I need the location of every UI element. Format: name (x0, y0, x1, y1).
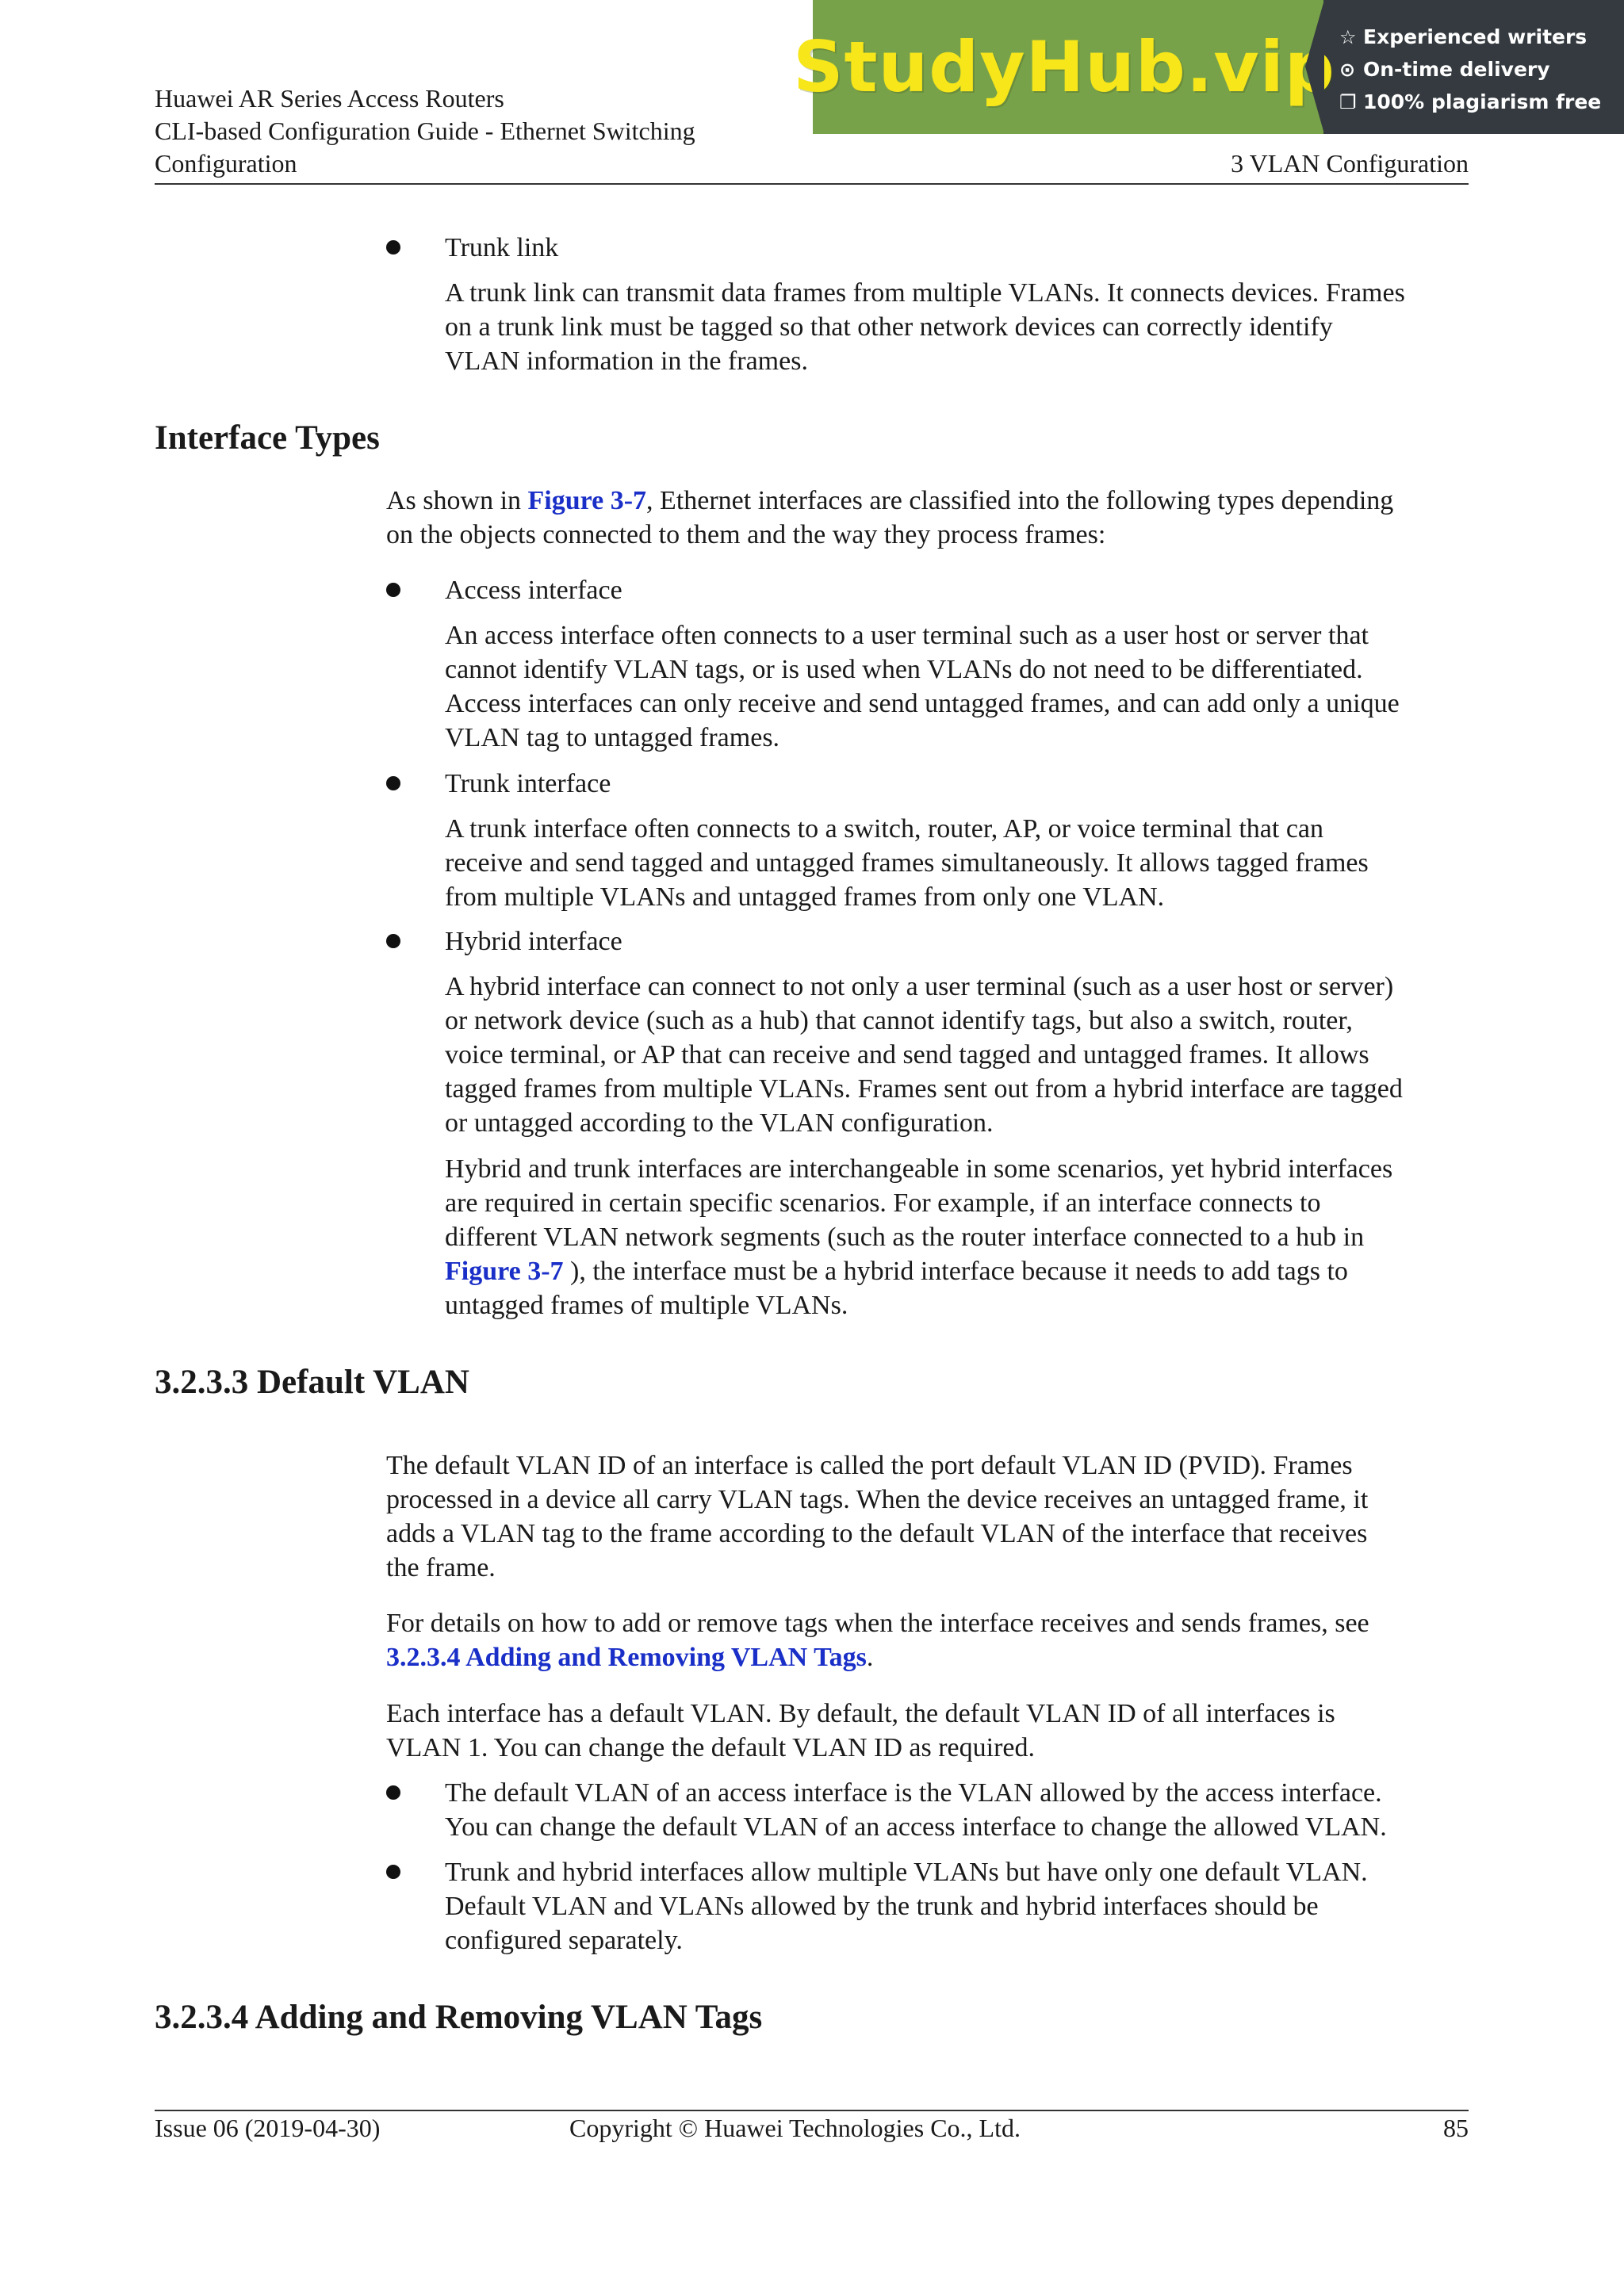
list-item-title: Access interface (445, 576, 622, 605)
text-line: or network device (such as a hub) that cannot identify tags, but also a switch, router, (445, 1006, 1353, 1035)
banner-feature (1339, 53, 1624, 86)
text-line: Hybrid and trunk interfaces are interchangeable in some scenarios, yet hybrid interfaces (445, 1154, 1393, 1184)
list-item-title: Hybrid interface (445, 927, 622, 956)
footer-divider (155, 2110, 1469, 2111)
text-line: processed in a device all carry VLAN tags. When the device receives an untagged frame, it (386, 1485, 1369, 1514)
banner-feature-text: 100% plagiarism free (1363, 90, 1602, 113)
figure-link[interactable]: Figure 3-7 (527, 486, 647, 515)
list-item-body (445, 970, 1476, 1140)
section-heading: 3.2.3.3 Default VLAN (155, 1364, 469, 1401)
text-line: on a trunk link must be tagged so that other network devices can correctly identify (445, 312, 1333, 342)
banner-logo-panel (793, 0, 1335, 134)
text-line: Default VLAN and VLANs allowed by the trunk and hybrid interfaces should be (445, 1892, 1319, 1921)
text-line: Figure 3-7 ), the interface must be a hybrid interface because it needs to add tags to (445, 1257, 1348, 1286)
text-line: 3.2.3.4 Adding and Removing VLAN Tags. (386, 1643, 874, 1672)
text-line: You can change the default VLAN of an access interface to change the allowed VLAN. (445, 1812, 1387, 1842)
section-link[interactable]: 3.2.3.4 Adding and Removing VLAN Tags (386, 1643, 867, 1672)
bullet-icon (386, 776, 400, 790)
list-item-title: Trunk interface (445, 769, 611, 798)
text-line: VLAN information in the frames. (445, 346, 808, 376)
bullet-icon (386, 583, 400, 597)
text-line: A trunk link can transmit data frames from multiple VLANs. It connects devices. Frames (445, 278, 1405, 308)
banner-feature (1339, 86, 1624, 118)
text-line: cannot identify VLAN tags, or is used when VLANs do not need to be differentiated. (445, 655, 1363, 684)
banner-logo: StudyHub.vip (793, 26, 1335, 108)
text-line: VLAN tag to untagged frames. (445, 723, 780, 752)
text-line: the frame. (386, 1553, 496, 1582)
text-line: are required in certain specific scenarios. For example, if an interface connects to (445, 1188, 1321, 1218)
footer-copyright: Copyright © Huawei Technologies Co., Ltd. (569, 2114, 1021, 2142)
list-item-body (445, 1855, 1476, 1957)
header-line-1: Huawei AR Series Access Routers (155, 84, 504, 113)
section-heading: 3.2.3.4 Adding and Removing VLAN Tags (155, 1999, 763, 2036)
text-line: For details on how to add or remove tags when the interface receives and sends frames, see (386, 1609, 1369, 1638)
text-line: different VLAN network segments (such as the router interface connected to a hub in (445, 1223, 1365, 1252)
text-line: voice terminal, or AP that can receive and send tagged and untagged frames. It allows (445, 1040, 1369, 1070)
text-line: A hybrid interface can connect to not only a user terminal (such as a user host or server) (445, 972, 1394, 1001)
list-item-title: Trunk link (445, 233, 559, 262)
text-line: tagged frames from multiple VLANs. Frames sent out from a hybrid interface are tagged (445, 1074, 1403, 1104)
figure-link[interactable]: Figure 3-7 (445, 1257, 564, 1286)
bullet-icon (386, 1785, 400, 1800)
header-line-3: Configuration (155, 149, 297, 178)
paragraph (386, 1448, 1473, 1585)
header-product (155, 82, 695, 180)
text-line: configured separately. (445, 1926, 683, 1955)
paragraph (386, 1697, 1473, 1765)
bullet-icon (386, 1865, 400, 1879)
list-item-body (445, 276, 1476, 378)
header-divider (155, 183, 1469, 185)
text-line: The default VLAN of an access interface is the VLAN allowed by the access interface. (445, 1778, 1382, 1808)
bullet-icon (386, 934, 400, 948)
text-line: Trunk and hybrid interfaces allow multiple VLANs but have only one default VLAN. (445, 1858, 1368, 1887)
text-line: Each interface has a default VLAN. By default, the default VLAN ID of all interfaces is (386, 1699, 1335, 1728)
text-line: Access interfaces can only receive and send untagged frames, and can add only a unique (445, 689, 1400, 718)
section-heading: Interface Types (155, 419, 380, 457)
intro-paragraph (386, 484, 1473, 552)
banner-feature-text: On-time delivery (1363, 58, 1550, 81)
banner-feature (1339, 21, 1624, 53)
text-line: The default VLAN ID of an interface is called the port default VLAN ID (PVID). Frames (386, 1451, 1353, 1480)
footer-issue: Issue 06 (2019-04-30) (155, 2114, 381, 2142)
header-line-2: CLI-based Configuration Guide - Ethernet Switching (155, 117, 695, 145)
text-line: or untagged according to the VLAN configuration. (445, 1108, 994, 1138)
text-line: An access interface often connects to a user terminal such as a user host or server that (445, 621, 1369, 650)
banner-features (1323, 0, 1624, 134)
studyhub-banner[interactable] (793, 0, 1624, 134)
clock-icon: ⊙ (1339, 58, 1356, 81)
hybrid-note-paragraph (445, 1152, 1476, 1322)
text-line: from multiple VLANs and untagged frames from only one VLAN. (445, 882, 1165, 912)
banner-feature-text: Experienced writers (1363, 25, 1588, 48)
text-line: receive and send tagged and untagged frames simultaneously. It allows tagged frames (445, 848, 1369, 878)
footer-page-number: 85 (1443, 2114, 1469, 2142)
star-icon: ☆ (1339, 25, 1357, 48)
header-chapter: 3 VLAN Configuration (1231, 149, 1469, 178)
text-line: adds a VLAN tag to the frame according to the default VLAN of the interface that receives (386, 1519, 1368, 1548)
list-item-body (445, 812, 1476, 914)
text-line: untagged frames of multiple VLANs. (445, 1291, 848, 1320)
text-line: on the objects connected to them and the way they process frames: (386, 520, 1106, 549)
paragraph (386, 1606, 1473, 1674)
banner-divider-shape (1305, 0, 1324, 134)
bullet-icon (386, 240, 400, 254)
list-item-body (445, 618, 1476, 755)
text-line: A trunk interface often connects to a switch, router, AP, or voice terminal that can (445, 814, 1324, 844)
text-line: VLAN 1. You can change the default VLAN ID as required. (386, 1733, 1035, 1762)
text-line: As shown in Figure 3-7, Ethernet interfaces are classified into the following types depending (386, 486, 1394, 515)
document-icon: ❐ (1339, 90, 1357, 113)
list-item-body (445, 1776, 1476, 1844)
